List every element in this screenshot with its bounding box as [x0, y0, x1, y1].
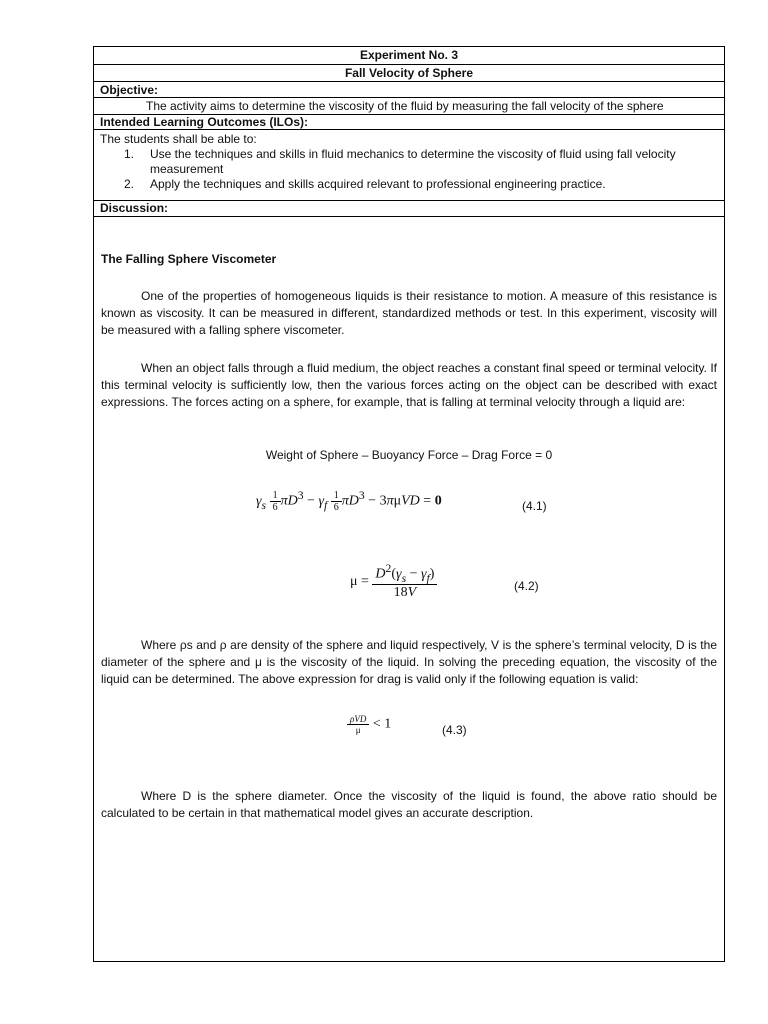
- equation-4-1: $\gamma_s$ $\frac{1}{6}$ $\pi D^3 - \gamma_f$ $\frac{1}{6}$ $\pi D^3 - 3\pi\mu VD = 0$: [256, 489, 442, 513]
- equation-label-4-1: (4.1): [522, 499, 547, 513]
- discussion-subtitle: The Falling Sphere Viscometer: [101, 252, 277, 266]
- ilos-intro: The students shall be able to:: [100, 132, 257, 146]
- objective-label: Objective:: [94, 82, 724, 98]
- ilos-body: [94, 130, 724, 201]
- list-item: [100, 177, 718, 192]
- equation-label-4-2: (4.2): [514, 579, 539, 593]
- list-item-number: 2.: [124, 177, 135, 191]
- objective-text: The activity aims to determine the viscosity of the fluid by measuring the fall velocity of the sphere: [94, 98, 724, 115]
- list-item-text: Use the techniques and skills in fluid mechanics to determine the viscosity of fluid using fall velocity measurement: [150, 147, 676, 176]
- experiment-sheet: [93, 46, 725, 962]
- paragraph-4: Where D is the sphere diameter. Once the viscosity of the liquid is found, the above ratio should be calculated to be certain in that mathematical model gives an accurate description.: [101, 789, 717, 820]
- equation-4-3: $\frac{\text{ρVD}}{\mu}$ < 1: [347, 714, 391, 735]
- equation-4-2: μ = $\frac{D^2(\gamma_s - \gamma_f)}{18V}$: [350, 562, 437, 601]
- paragraph-3: Where ρs and ρ are density of the sphere and liquid respectively, V is the sphere’s terminal velocity, D is the diameter of the sphere and μ is the viscosity of the liquid. In solving the preceding equation, the viscosity of the liquid can be determined. The above expression for drag is valid only if the following equation is valid:: [101, 638, 717, 686]
- list-item-text: Apply the techniques and skills acquired relevant to professional engineering practice.: [150, 177, 606, 191]
- experiment-number: Experiment No. 3: [94, 47, 724, 65]
- discussion-label: Discussion:: [94, 201, 724, 217]
- list-item-number: 1.: [124, 147, 135, 161]
- paragraph-2: When an object falls through a fluid medium, the object reaches a constant final speed or terminal velocity. If this terminal velocity is sufficiently low, then the various forces acting on the object can be described with exact expressions. The forces acting on a sphere, for example, that is falling at terminal velocity through a liquid are:: [101, 361, 717, 409]
- ilos-label: Intended Learning Outcomes (ILOs):: [94, 115, 724, 130]
- list-item: [100, 147, 718, 177]
- word-equation: Weight of Sphere – Buoyancy Force – Drag Force = 0: [265, 448, 553, 462]
- experiment-title: Fall Velocity of Sphere: [94, 65, 724, 82]
- paragraph-1: One of the properties of homogeneous liquids is their resistance to motion. A measure of this resistance is known as viscosity. It can be measured in different, standardized methods or test. In this experiment, viscosity will be measured with a falling sphere viscometer.: [101, 289, 717, 337]
- equation-label-4-3: (4.3): [442, 723, 467, 737]
- ilos-list: [100, 147, 718, 192]
